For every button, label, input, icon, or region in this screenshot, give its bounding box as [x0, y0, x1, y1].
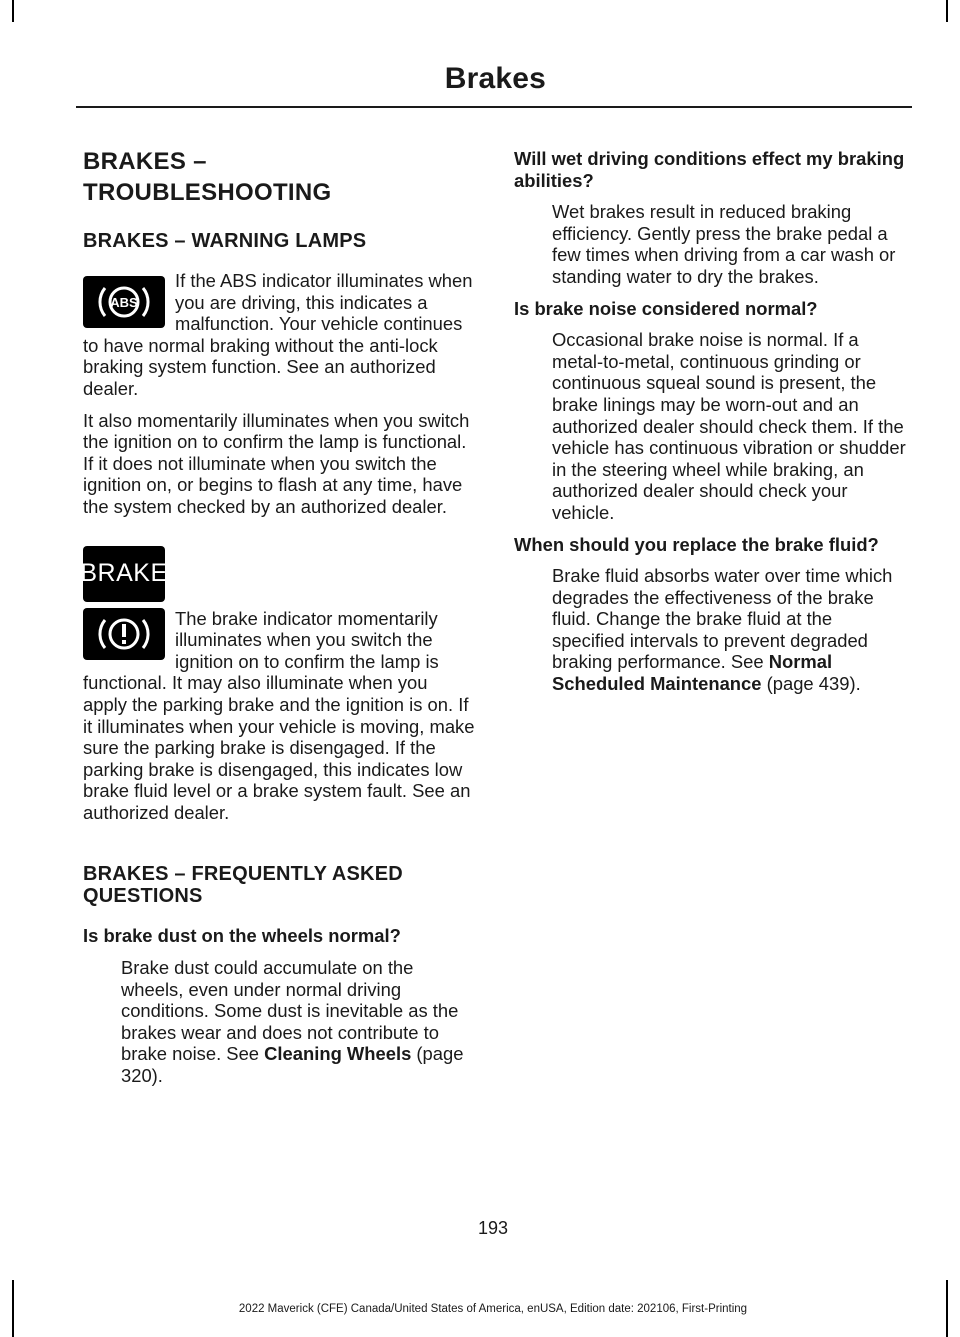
faq-answer-4: [514, 565, 908, 695]
abs-warning-icon: [83, 276, 165, 328]
section-title: [83, 146, 475, 208]
warning-lamps-heading: BRAKES – WARNING LAMPS: [83, 230, 367, 252]
faq-answer-4-text: Brake fluid absorbs water over time which degrades the effectiveness of the brake fluid. Change the brake fluid at the specified intervals to prevent degraded braking performance. See: [552, 565, 893, 673]
right-column: [514, 148, 908, 705]
faq-answer-1: [83, 957, 475, 1087]
faq-question-1: Is brake dust on the wheels normal?: [83, 925, 401, 947]
brake-text-icon: BRAKE: [83, 546, 165, 602]
abs-icon-label: ABS: [110, 295, 138, 310]
faq-answer-3: Occasional brake noise is normal. If a metal-to-metal, continuous grinding or continuous squeal sound is present, the brake linings may be worn-out and an authorized dealer should check them. If the vehicle has continuous vibration or shudder in the steering wheel while braking, an authorized dealer should check your vehicle.: [552, 329, 906, 523]
abs-description: If the ABS indicator illuminates when you are driving, this indicates a malfunction. Your vehicle continues to have normal braking without the anti-lock braking system function. See an authorized dealer.: [83, 270, 473, 399]
abs-description-2: It also momentarily illuminates when you switch the ignition on to confirm the lamp is functional. If it does not illuminate when you switch the ignition on, or begins to flash at any time, have the system checked by an authorized dealer.: [83, 409, 470, 517]
faq-answer-2: Wet brakes result in reduced braking efficiency. Gently press the brake pedal a few times when driving from a car wash or standing water to dry the brakes.: [552, 201, 896, 287]
cleaning-wheels-link[interactable]: Cleaning Wheels: [264, 1043, 412, 1065]
section-title-line-1: BRAKES –: [83, 148, 207, 175]
left-column: [80, 146, 475, 1097]
crop-mark: [946, 0, 948, 22]
faq-question-2: Will wet driving conditions effect my braking abilities?: [514, 148, 905, 191]
maintenance-link[interactable]: Normal Scheduled Maintenance: [552, 651, 833, 695]
header-divider: [76, 106, 912, 108]
faq-heading: BRAKES – FREQUENTLY ASKED QUESTIONS: [83, 863, 403, 908]
faq-answer-1-text: Brake dust could accumulate on the wheels, even under normal driving conditions. Some dust is inevitable as the brakes wear and does not contribute to brake noise. See: [121, 957, 459, 1065]
faq-question-4: When should you replace the brake fluid?: [514, 533, 879, 555]
brake-icons: [80, 546, 168, 660]
page-number: 193: [477, 1218, 509, 1238]
crop-mark: [12, 0, 14, 22]
faq-answer-4-page: (page 439).: [761, 673, 861, 695]
faq-question-3: Is brake noise considered normal?: [514, 297, 818, 319]
footer-edition: 2022 Maverick (CFE) Canada/United States of America, enUSA, Edition date: 202106, First-Printing: [238, 1303, 748, 1315]
page-header-title: Brakes: [444, 62, 546, 95]
brake-description: The brake indicator momentarily illuminates when you switch the ignition on to confirm the lamp is functional. It may also illuminate when you apply the parking brake and the ignition is on. If it illuminates when your vehicle is moving, make sure the parking brake is disengaged. If the parking brake is disengaged, this indicates low brake fluid level or a brake system fault. See an authorized dealer.: [83, 607, 475, 823]
brake-exclamation-icon: [83, 608, 165, 660]
section-title-line-2: TROUBLESHOOTING: [83, 179, 332, 206]
faq-answer-1-page: (page 320).: [121, 1043, 464, 1087]
